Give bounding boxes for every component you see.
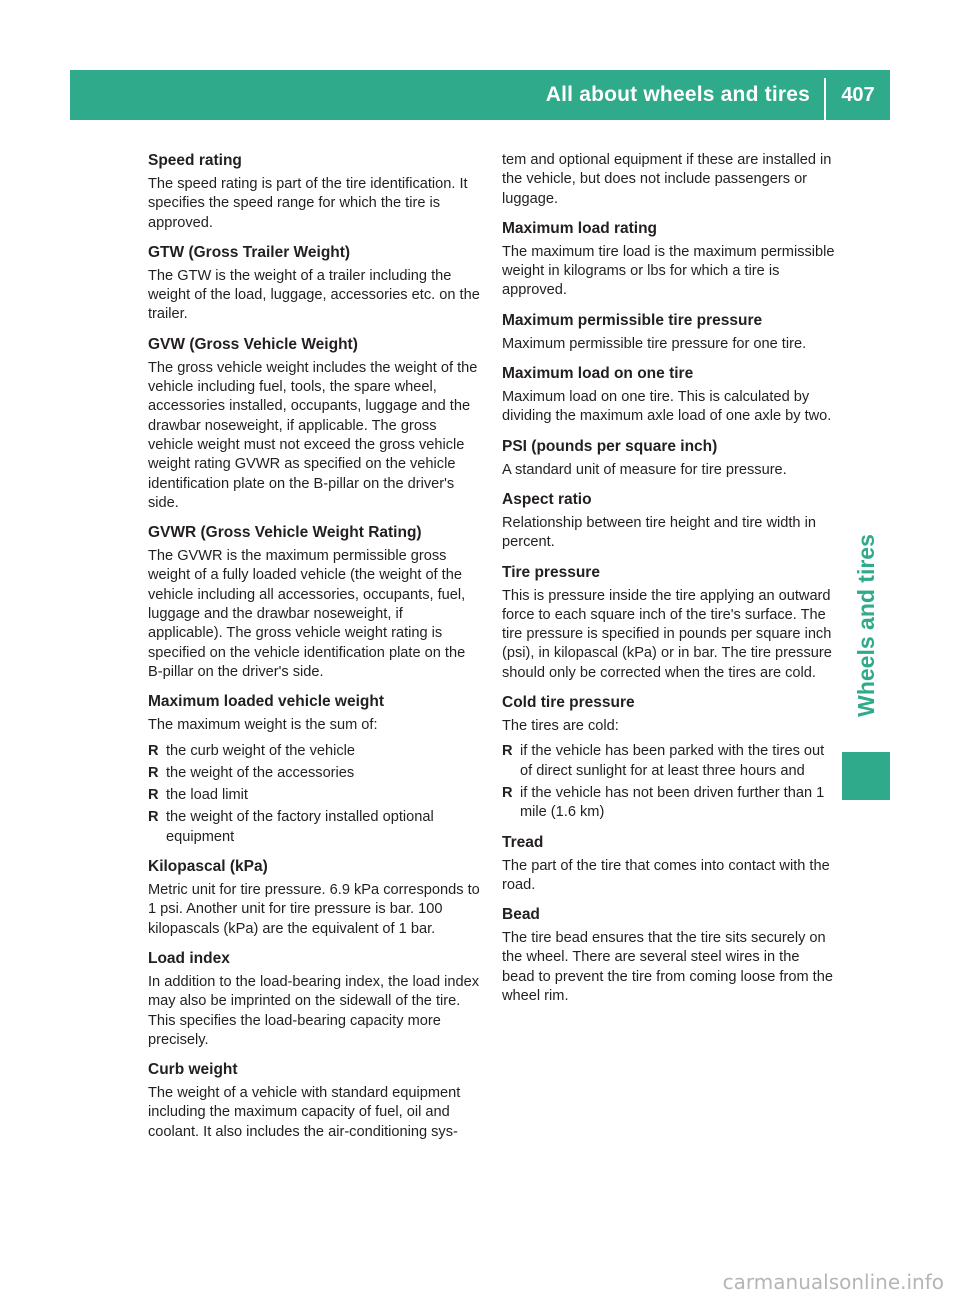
section-body: The speed rating is part of the tire identification. It specifies the speed range for which the tire is approved. [148, 176, 468, 231]
left-column [148, 151, 481, 1152]
section-title: Bead [502, 906, 540, 924]
section-title: Cold tire pressure [502, 694, 635, 712]
bullet-marker: R [148, 787, 159, 804]
list-item-text: if the vehicle has not been driven further than 1 mile (1.6 km) [520, 784, 825, 821]
list-item [148, 786, 481, 805]
section-body: The part of the tire that comes into contact with the road. [502, 857, 830, 893]
bullet-marker: R [148, 764, 159, 781]
section-title: Maximum load rating [502, 219, 658, 237]
list-item-text: the weight of the accessories [166, 764, 355, 781]
bullet-marker: R [502, 784, 513, 801]
list-item [148, 742, 481, 761]
section-title: Speed rating [148, 152, 242, 169]
section-title: Maximum load on one tire [502, 365, 694, 383]
section-title: Curb weight [148, 1061, 238, 1079]
chapter-title: All about wheels and tires [545, 83, 810, 106]
section-title: Tread [502, 833, 544, 851]
side-tab [842, 533, 890, 717]
section-body: The tire bead ensures that the tire sits securely on the wheel. There are several steel wires in the bead to prevent the tire from coming loose from the wheel rim. [502, 930, 833, 1005]
side-tab-marker [842, 752, 890, 800]
bullet-list [148, 742, 481, 847]
list-item-text: if the vehicle has been parked with the tires out of direct sunlight for at least three hours and [520, 743, 825, 779]
section-body: This is pressure inside the tire applying an outward force to each square inch of the tire's surface. The tire pressure is specified in pounds per square inch (psi), in kilopascal (kPa) or in bar. The tire pressure should only be corrected when the tires are cold. [502, 587, 832, 681]
section-body: The tires are cold: [502, 718, 619, 735]
section-title: GTW (Gross Trailer Weight) [148, 243, 351, 261]
section-title: Maximum loaded vehicle weight [148, 693, 385, 711]
watermark: carmanualsonline.info [722, 1270, 944, 1294]
list-item-text: the curb weight of the vehicle [166, 742, 356, 759]
page-number: 407 [841, 83, 875, 106]
section-title: PSI (pounds per square inch) [502, 437, 718, 455]
right-column [502, 151, 835, 1016]
section-body: The GTW is the weight of a trailer including the weight of the load, luggage, accessories etc. on the trailer. [148, 267, 480, 323]
section-body: Maximum permissible tire pressure for one tire. [502, 335, 807, 352]
section-title: Aspect ratio [502, 490, 592, 508]
section-title: GVWR (Gross Vehicle Weight Rating) [148, 524, 422, 542]
section-body: The maximum tire load is the maximum permissible weight in kilograms or lbs for which a tire is approved. [502, 243, 835, 299]
section-body: A standard unit of measure for tire pressure. [502, 461, 787, 478]
section-title: Load index [148, 949, 230, 967]
continued-text: tem and optional equipment if these are installed in the vehicle, but does not include passengers or luggage. [502, 152, 832, 207]
section-title: Maximum permissible tire pressure [502, 311, 763, 329]
bullet-list [502, 742, 835, 822]
list-item [148, 764, 481, 783]
section-body: The gross vehicle weight includes the weight of the vehicle including fuel, tools, the spare wheel, accessories installed, occupants, luggage and the drawbar noseweight, if applicable. The gross vehicle weight must not exceed the gross vehicle weight rating GVWR as specified on the vehicle identification plate on the B-pillar on the driver's side. [148, 359, 478, 511]
section-body: In addition to the load-bearing index, the load index may also be imprinted on the sidewall of the tire. This specifies the load-bearing capacity more precisely. [148, 973, 480, 1048]
side-tab-label: Wheels and tires [852, 533, 879, 717]
section-body: Maximum load on one tire. This is calculated by dividing the maximum axle load of one axle by two. [502, 389, 832, 425]
section-body: The weight of a vehicle with standard equipment including the maximum capacity of fuel, oil and coolant. It also includes the air-conditioning sys- [148, 1085, 461, 1140]
list-item-text: the load limit [166, 787, 248, 804]
list-item [502, 742, 835, 781]
section-title: GVW (Gross Vehicle Weight) [148, 335, 358, 353]
list-item [502, 784, 835, 823]
section-body: The maximum weight is the sum of: [148, 717, 378, 734]
list-item-text: the weight of the factory installed optional equipment [166, 809, 434, 845]
section-body: Metric unit for tire pressure. 6.9 kPa corresponds to 1 psi. Another unit for tire pressure is bar. 100 kilopascals (kPa) are the equivalent of 1 bar. [148, 882, 480, 937]
section-body: Relationship between tire height and tire width in percent. [502, 514, 816, 551]
page-header [70, 70, 890, 120]
section-title: Kilopascal (kPa) [148, 858, 268, 876]
bullet-marker: R [148, 742, 159, 759]
section-title: Tire pressure [502, 563, 600, 581]
bullet-marker: R [502, 743, 513, 760]
list-item [148, 808, 481, 847]
section-body: The GVWR is the maximum permissible gross weight of a fully loaded vehicle (the weight of the vehicle including all accessories, occupants, fuel, luggage and the drawbar noseweight, if applicable). The gross vehicle weight rating is specified on the vehicle identification plate on the B-pillar on the driver's side. [148, 548, 466, 680]
bullet-marker: R [148, 809, 159, 826]
